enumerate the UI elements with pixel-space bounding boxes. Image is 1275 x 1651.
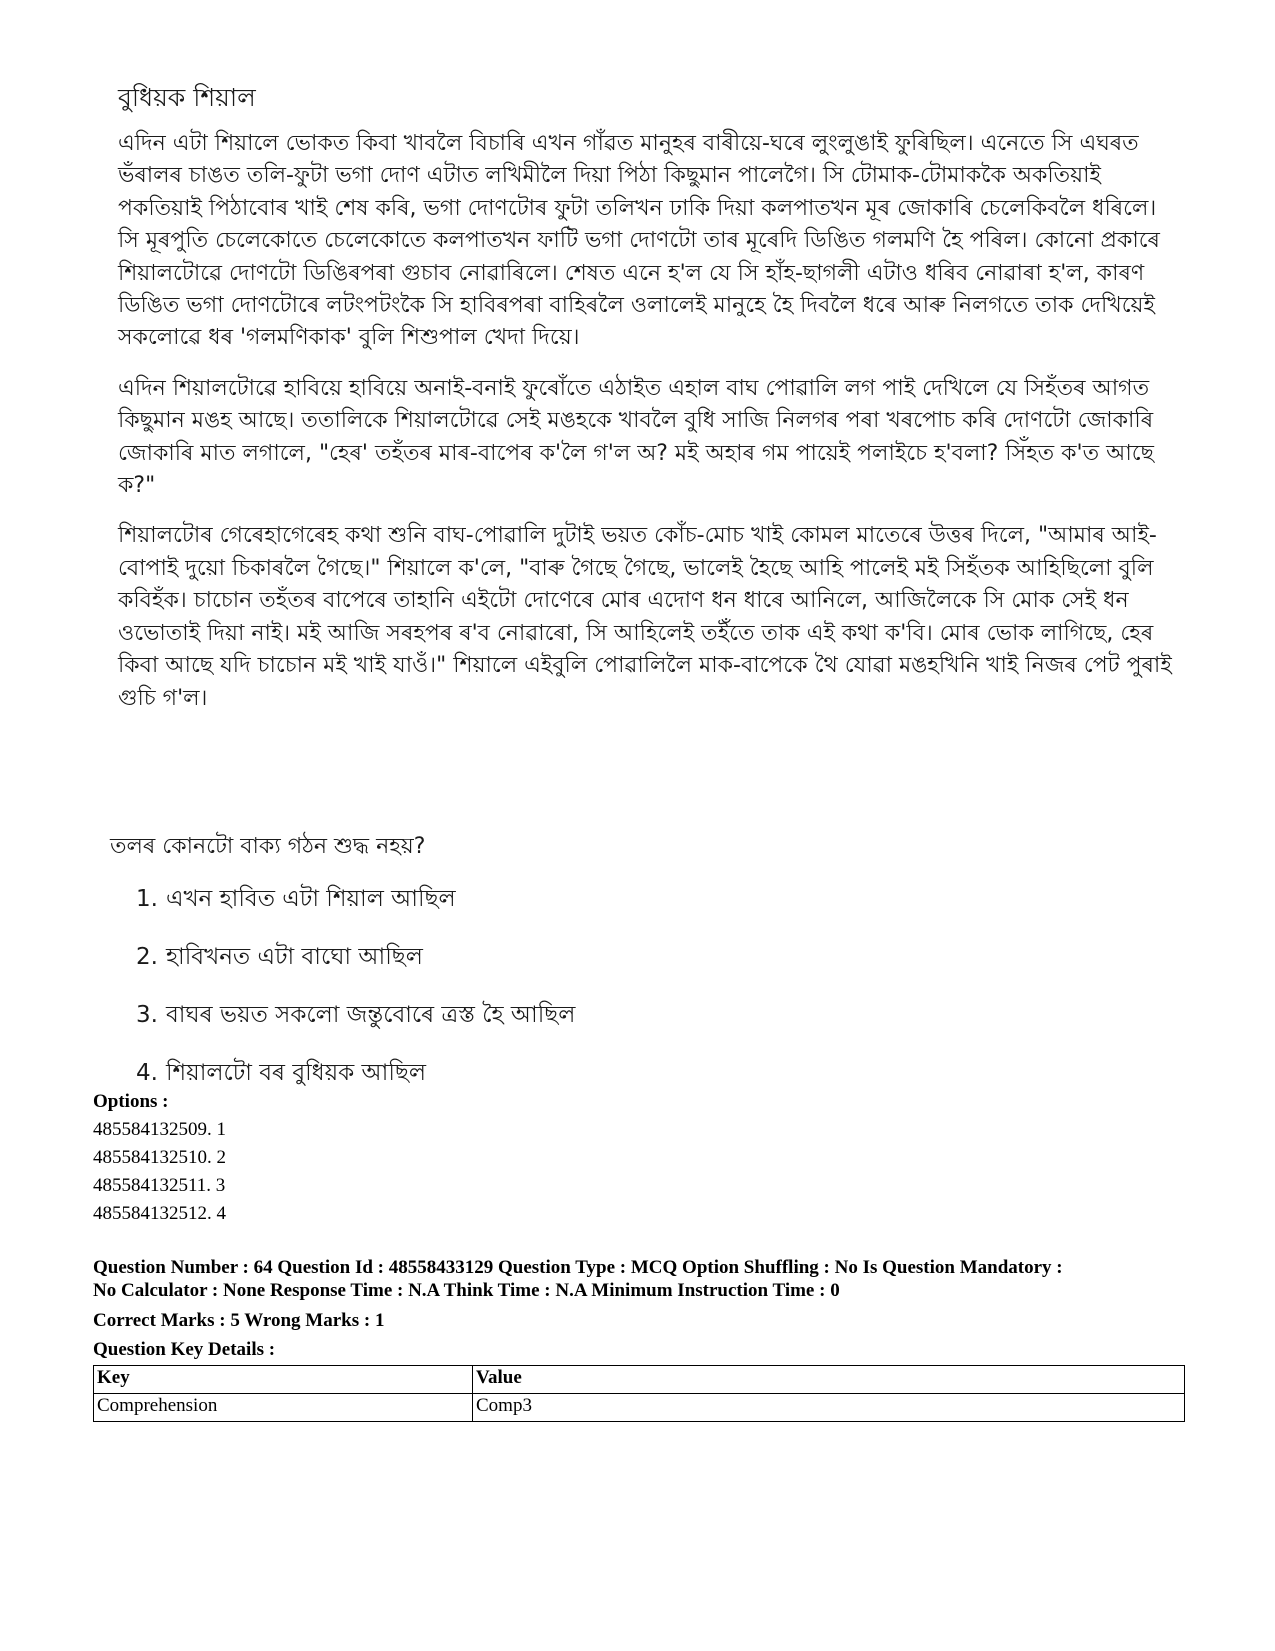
- passage-paragraph-1: এদিন এটা শিয়ালে ভোকত কিবা খাবলৈ বিচাৰি এখন গাঁৱত মানুহৰ বাৰীয়ে-ঘৰে লুংলুঙাই ফুৰিছিল। এনেতে সি এঘৰত ভঁৰালৰ চাঙত তলি-ফুটা ভগা দোণ এটাত লখিমীলৈ দিয়া পিঠা কিছুমান পালেগৈ। সি টোমাক-টোমাককৈ অকতিয়াই পকতিয়াই পিঠাবোৰ খাই শেষ কৰি, ভগা দোণটোৰ ফুটা তলিখন ঢাকি দিয়া কলপাতখন মূৰ জোকাৰি চেলেকিবলৈ ধৰিলে। সি মূৰপুতি চেলেকোতে চেলেকোতে কলপাতখন ফাটি ভগা দোণটো তাৰ মূৰেদি ডিঙিত গলমণি হৈ পৰিল। কোনো প্ৰকাৰে শিয়ালটোৱে দোণটো ডিঙিৰপৰা গুচাব নোৱাৰিলে। শেষত এনে হ'ল যে সি হাঁহ-ছাগলী এটাও ধৰিব নোৱাৰা হ'ল, কাৰণ ডিঙিত ভগা দোণটোৰে লটংপটংকৈ সি হাবিৰপৰা বাহিৰলৈ ওলালেই মানুহে হৈ দিবলৈ ধৰে আৰু নিলগতে তাক দেখিয়েই সকলোৱে ধৰ 'গলমণিকাক' বুলি শিশুপাল খেদা দিয়ে।: [118, 131, 1160, 351]
- option-id-line: 485584132512. 4: [93, 1203, 226, 1224]
- choice-number: 3.: [136, 1002, 158, 1028]
- choice-number: 4.: [136, 1060, 158, 1086]
- choice-item: [136, 884, 1110, 914]
- question-info-line-1: Question Number : 64 Question Id : 48558433129 Question Type : MCQ Option Shuffling : No Is Question Mandatory :: [93, 1257, 1063, 1278]
- options-heading: Options :: [93, 1091, 169, 1112]
- table-row: [94, 1394, 1185, 1422]
- question-info: [93, 1256, 1193, 1302]
- choice-text: হাবিখনত এটা বাঘো আছিল: [165, 944, 423, 970]
- choice-item: [136, 942, 1110, 972]
- table-header-value: Value: [473, 1366, 1185, 1394]
- question-metadata: [93, 1088, 1193, 1422]
- choice-text: শিয়ালটো বৰ বুধিয়ক আছিল: [165, 1060, 427, 1086]
- table-cell-key: Comprehension: [94, 1394, 473, 1422]
- table-header-key: Key: [94, 1366, 473, 1394]
- choice-item: [136, 1058, 1110, 1088]
- passage-paragraph-3: শিয়ালটোৰ গেৰেহাগেৰেহ কথা শুনি বাঘ-পোৱালি দুটাই ভয়ত কোঁচ-মোচ খাই কোমল মাতেৰে উত্তৰ দিলে, "আমাৰ আই-বোপাই দুয়ো চিকাৰলৈ গৈছে।" শিয়ালে ক'লে, "বাৰু গৈছে গৈছে, ভালেই হৈছে আহি পালেই মই সিহঁতক আহিছিলো বুলি কবিহঁক। চাচোন তহঁতৰ বাপেৰে তাহানি এইটো দোণেৰে মোৰ এদোণ ধন ধাৰে আনিলে, আজিলৈকে সি মোক সেই ধন ওভোতাই দিয়া নাই। মই আজি সৰহপৰ ৰ'ব নোৱাৰো, সি আহিলেই তইঁতে তাক এই কথা ক'বি। মোৰ ভোক লাগিছে, হেৰ কিবা আছে যদি চাচোন মই খাই যাওঁ।" শিয়ালে এইবুলি পোৱালিলৈ মাক-বাপেকে থৈ যোৱা মঙহখিনি খাই নিজৰ পেট পুৰাই গুচি গ'ল।: [118, 523, 1172, 711]
- option-id-line: 485584132510. 2: [93, 1147, 226, 1168]
- choice-text: এখন হাবিত এটা শিয়াল আছিল: [165, 886, 456, 912]
- option-id-line: 485584132509. 1: [93, 1119, 226, 1140]
- key-details-heading: Question Key Details :: [93, 1339, 276, 1360]
- passage-title: বুধিয়ক শিয়াল: [118, 83, 256, 112]
- marks-line: Correct Marks : 5 Wrong Marks : 1: [93, 1310, 385, 1331]
- choice-number: 1.: [136, 886, 158, 912]
- choice-text: বাঘৰ ভয়ত সকলো জন্তুবোৰে ত্ৰস্ত হৈ আছিল: [165, 1002, 576, 1028]
- key-details-table: [93, 1365, 1185, 1422]
- table-cell-value: Comp3: [473, 1394, 1185, 1422]
- question-info-line-2: No Calculator : None Response Time : N.A Think Time : N.A Minimum Instruction Time : 0: [93, 1280, 840, 1301]
- choice-number: 2.: [136, 944, 158, 970]
- choice-list: [136, 884, 1110, 1088]
- choice-item: [136, 1000, 1110, 1030]
- question-image: [110, 832, 1110, 1116]
- passage-paragraph-2: এদিন শিয়ালটোৱে হাবিয়ে হাবিয়ে অনাই-বনাই ফুৰোঁতে এঠাইত এহাল বাঘ পোৱালি লগ পাই দেখিলে যে সিহঁতৰ আগত কিছুমান মঙহ আছে। ততালিকে শিয়ালটোৱে সেই মঙহকে খাবলৈ বুধি সাজি নিলগৰ পৰা খৰপোচ কৰি দোণটো জোকাৰি জোকাৰি মাত লগালে, "হেৰ' তহঁতৰ মাৰ-বাপেৰ ক'লৈ গ'ল অ? মই অহাৰ গম পায়েই পলাইচে হ'বলা? সিঁহত ক'ত আছে ক?": [118, 375, 1154, 499]
- option-id-line: 485584132511. 3: [93, 1175, 226, 1196]
- question-stem: তলৰ কোনটো বাক্য গঠন শুদ্ধ নহয়?: [110, 834, 426, 859]
- passage-image: [118, 82, 1178, 733]
- table-header-row: [94, 1366, 1185, 1394]
